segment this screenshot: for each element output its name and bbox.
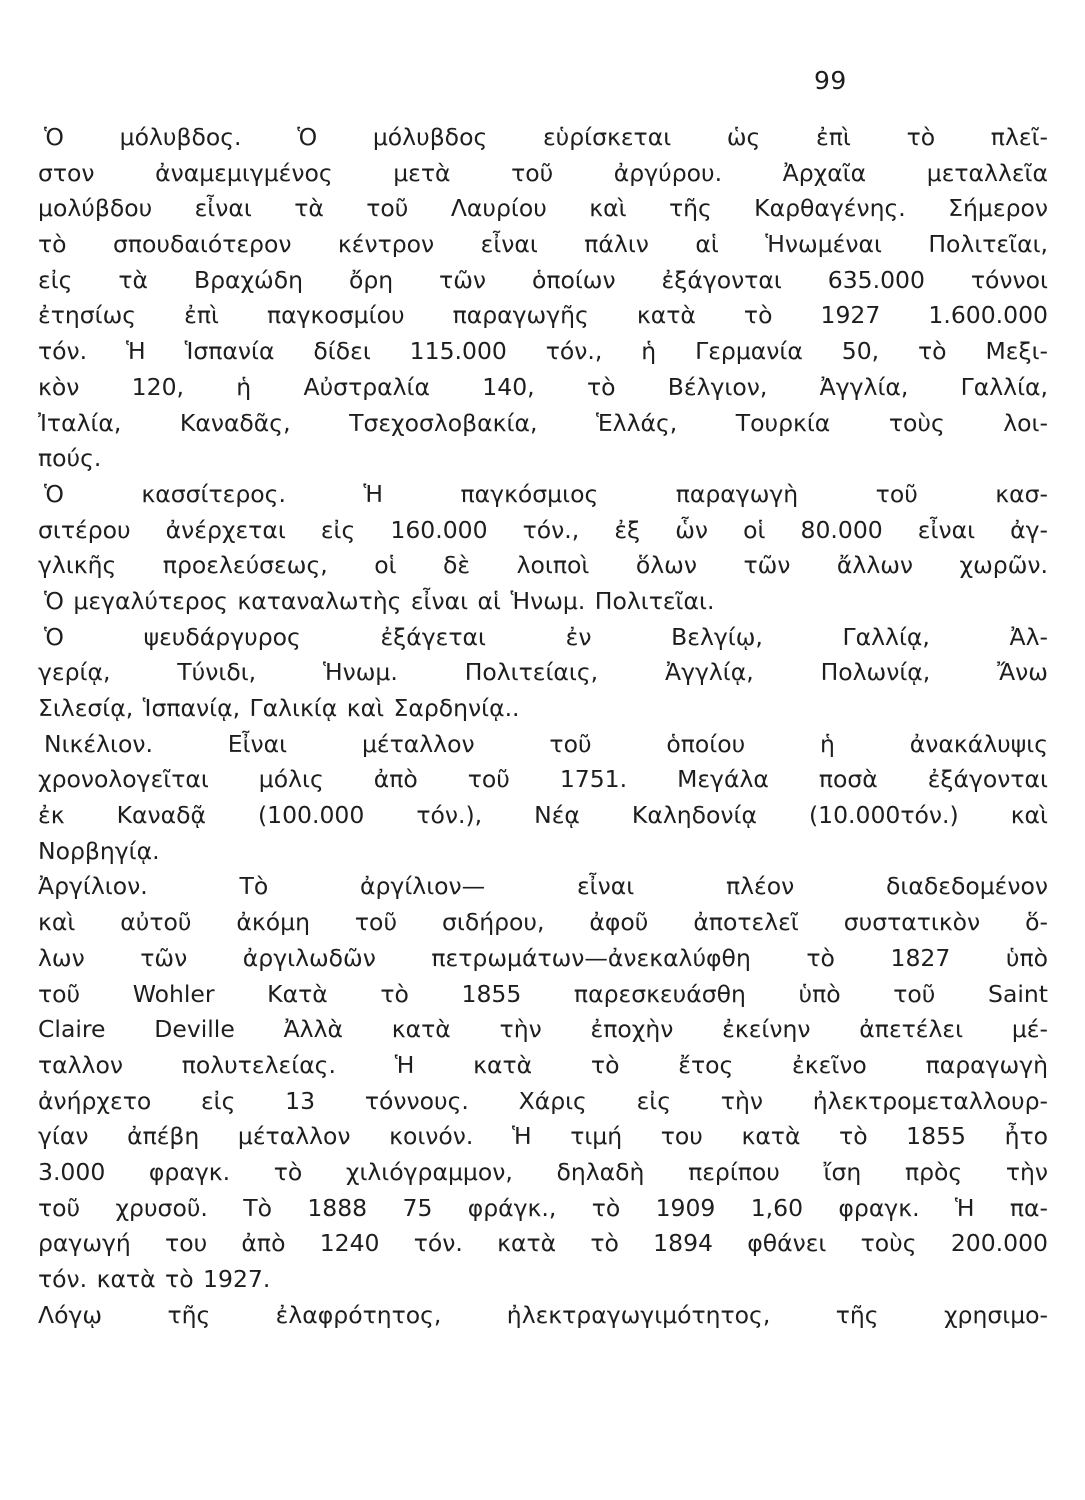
text-line: ἐκ Καναδᾷ (100.000 τόν.), Νέᾳ Καληδονίᾳ (10.000τόν.) καὶ: [38, 801, 1048, 830]
page-number: 99: [814, 66, 847, 95]
text-line: Ὁ μόλυβδος. Ὁ μόλυβδος εὑρίσκεται ὡς ἐπὶ τὸ πλεῖ-: [44, 123, 1048, 151]
text-line: Σιλεσίᾳ, Ἱσπανίᾳ, Γαλικίᾳ καὶ Σαρδηνίᾳ..: [38, 694, 520, 722]
text-line: Claire Deville Ἀλλὰ κατὰ τὴν ἐποχὴν ἐκείνην ἀπετέλει μέ-: [38, 1015, 1048, 1044]
text-line: καὶ αὐτοῦ ἀκόμη τοῦ σιδήρου, ἀφοῦ ἀποτελεῖ συστατικὸν ὅ-: [38, 908, 1048, 937]
text-line: γλικῆς προελεύσεως, οἱ δὲ λοιποὶ ὅλων τῶν ἄλλων χωρῶν.: [38, 551, 1048, 580]
text-line: ταλλον πολυτελείας. Ἡ κατὰ τὸ ἔτος ἐκεῖνο παραγωγὴ: [38, 1050, 1048, 1079]
text-line: λων τῶν ἀργιλωδῶν πετρωμάτων—ἀνεκαλύφθη τὸ 1827 ὑπὸ: [38, 943, 1048, 972]
text-line: τὸ σπουδαιότερον κέντρον εἶναι πάλιν αἱ Ἡνωμέναι Πολιτεῖαι,: [38, 230, 1048, 259]
text-line: τόν. κατὰ τὸ 1927.: [38, 1265, 271, 1293]
text-line: Νικέλιον. Εἶναι μέταλλον τοῦ ὁποίου ἡ ἀνακάλυψις: [44, 729, 1048, 758]
text-line: γίαν ἀπέβη μέταλλον κοινόν. Ἡ τιμή του κατὰ τὸ 1855 ἦτο: [38, 1122, 1048, 1151]
text-line: εἰς τὰ Βραχώδη ὄρη τῶν ὁποίων ἐξάγονται 635.000 τόννοι: [38, 265, 1048, 294]
text-line: τόν. Ἡ Ἱσπανία δίδει 115.000 τόν., ἡ Γερμανία 50, τὸ Μεξι-: [38, 337, 1048, 366]
text-line: πούς.: [38, 444, 102, 473]
text-line: ἐτησίως ἐπὶ παγκοσμίου παραγωγῆς κατὰ τὸ 1927 1.600.000: [38, 301, 1048, 330]
text-line: σιτέρου ἀνέρχεται εἰς 160.000 τόν., ἐξ ὧν οἱ 80.000 εἶναι ἀγ-: [38, 515, 1048, 544]
text-line: γερίᾳ, Τύνιδι, Ἡνωμ. Πολιτείαις, Ἀγγλίᾳ, Πολωνίᾳ, Ἄνω: [38, 658, 1048, 687]
text-line: κὸν 120, ἡ Αὐστραλία 140, τὸ Βέλγιον, Ἀγγλία, Γαλλία,: [38, 372, 1048, 401]
text-line: τοῦ Wohler Κατὰ τὸ 1855 παρεσκευάσθη ὑπὸ τοῦ Saint: [38, 979, 1048, 1008]
text-line: Ὁ μεγαλύτερος καταναλωτὴς εἶναι αἱ Ἡνωμ. Πολιτεῖαι.: [44, 586, 715, 615]
text-line: Νορβηγίᾳ.: [38, 836, 160, 865]
text-line: Ἀργίλιον. Τὸ ἀργίλιον— εἶναι πλέον διαδεδομένον: [38, 872, 1048, 901]
text-line: τοῦ χρυσοῦ. Τὸ 1888 75 φράγκ., τὸ 1909 1,60 φραγκ. Ἡ πα-: [38, 1193, 1048, 1222]
text-line: μολύβδου εἶναι τὰ τοῦ Λαυρίου καὶ τῆς Καρθαγένης. Σήμερον: [38, 194, 1048, 223]
text-line: στον ἀναμεμιγμένος μετὰ τοῦ ἀργύρου. Ἀρχαῖα μεταλλεῖα: [38, 158, 1048, 187]
body-text: [38, 120, 1048, 1333]
text-line: Ὁ ψευδάργυρος ἐξάγεται ἐν Βελγίῳ, Γαλλίᾳ, Ἀλ-: [44, 622, 1048, 651]
text-line: 3.000 φραγκ. τὸ χιλιόγραμμον, δηλαδὴ περίπου ἴση πρὸς τὴν: [38, 1157, 1048, 1186]
text-line: χρονολογεῖται μόλις ἀπὸ τοῦ 1751. Μεγάλα ποσὰ ἐξάγονται: [38, 765, 1048, 794]
text-line: Ἰταλία, Καναδᾶς, Τσεχοσλοβακία, Ἑλλάς, Τουρκία τοὺς λοι-: [38, 408, 1048, 437]
text-line: ἀνήρχετο εἰς 13 τόννους. Χάρις εἰς τὴν ἠλεκτρομεταλλουρ-: [38, 1086, 1048, 1115]
text-line: ραγωγή του ἀπὸ 1240 τόν. κατὰ τὸ 1894 φθάνει τοὺς 200.000: [38, 1229, 1048, 1258]
text-line: Ὁ κασσίτερος. Ἡ παγκόσμιος παραγωγὴ τοῦ κασ-: [44, 479, 1048, 508]
text-line: Λόγῳ τῆς ἐλαφρότητος, ἠλεκτραγωγιμότητος, τῆς χρησιμο-: [38, 1300, 1048, 1329]
